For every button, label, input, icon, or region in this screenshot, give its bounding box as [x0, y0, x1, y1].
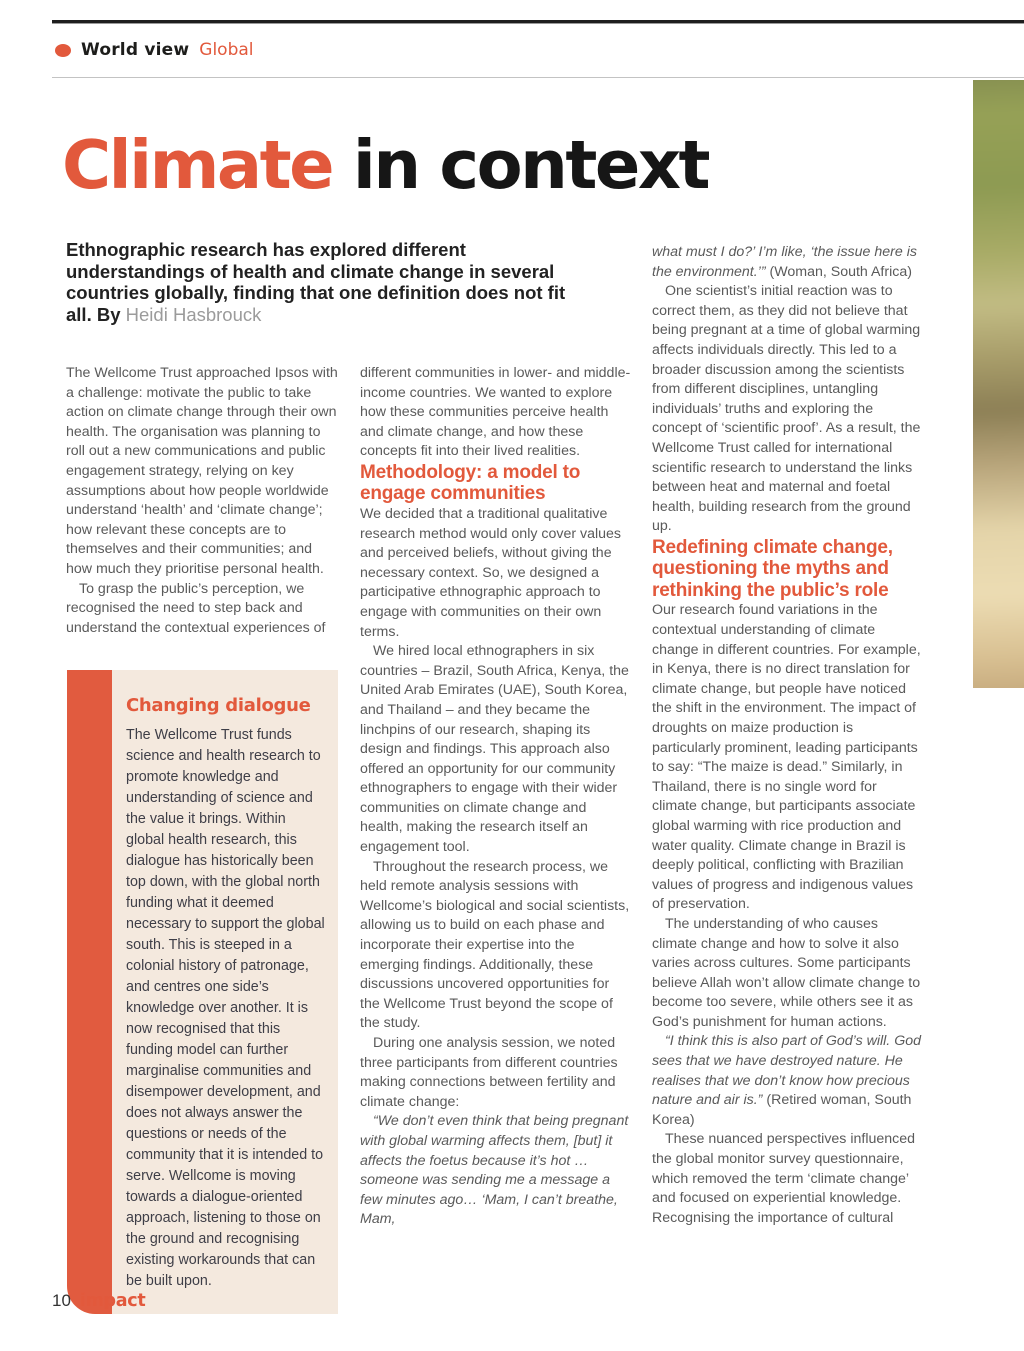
section-bullet-icon	[55, 44, 71, 57]
page-title-highlight: Climate	[62, 126, 333, 204]
section-label: World view	[81, 40, 190, 60]
paragraph: Throughout the research process, we held remote analysis sessions with Wellcome’s biological and social scientists, allowing us to build on each phase and incorporate their expertise into the emerging findings. Additionally, these discussions uncovered opportunities for the Wellcome Trust beyond the scope of the study.	[360, 858, 630, 1032]
callout-accent-bar	[67, 670, 112, 1314]
top-divider	[52, 20, 1024, 24]
participant-quote	[652, 1032, 924, 1130]
participant-quote	[652, 243, 924, 282]
paragraph: During one analysis session, we noted three participants from different countries making connections between fertility and climate change:	[360, 1035, 618, 1110]
page-title-rest: in context	[332, 126, 709, 204]
paragraph: One scientist’s initial reaction was to correct them, as they did not believe that being pregnant at a time of global warming affects individuals directly. This led to a broader discussion among the scientists from different disciplines, untangling individuals’ truths and exploring the concept of ‘scientific proof’. As a result, the Wellcome Trust called for international scientific research to understand the links between heat and maternal and foetal health, building research from the ground up.	[652, 283, 921, 535]
edge-photo-image	[973, 80, 1024, 688]
section-kicker	[55, 40, 254, 60]
topic-label: Global	[199, 40, 254, 60]
edge-photo	[973, 80, 1024, 688]
byline-label: By	[96, 303, 121, 325]
quote-attribution: (Woman, South Africa)	[765, 263, 912, 280]
quote-attribution: (Retired woman, South Korea)	[652, 1092, 912, 1128]
standfirst	[66, 239, 571, 325]
callout-title: Changing dialogue	[126, 695, 311, 716]
header-divider	[52, 77, 1024, 78]
standfirst-text: Ethnographic research has explored different understandings of health and climate change in several countries globally, finding that one definition does not fit all.	[66, 239, 566, 325]
callout-box	[67, 670, 338, 1314]
paragraph: We decided that a traditional qualitative research method would only cover values and perceived beliefs, without giving the necessary context. So, we designed a participative ethnographic approach to engage with communities on their own terms.	[360, 505, 622, 640]
paragraph: The Wellcome Trust approached Ipsos with a challenge: motivate the public to take action on climate change through their own health. The organisation was planning to roll out a new communications and public engagement strategy, relying on key assumptions about how people worldwide understand ‘health’ and ‘climate change’; how relevant these concepts are to themselves and their communities; and how much they prioritise personal health.	[66, 365, 338, 577]
quote-text: “I think this is also part of God’s will. God sees that we have destroyed nature. He realises that we don’t know how precious nature and air is.”	[652, 1033, 922, 1109]
subheading-redefining: Redefining climate change, questioning the myths and rethinking the public’s role	[652, 536, 893, 601]
paragraph: Our research found variations in the contextual understanding of climate change in different countries. For example, in Kenya, there is no direct translation for climate change, but people have noticed the shift in the environment. The impact of droughts on maize production is particularly prominent, leading participants to say: “The maize is dead.” Similarly, in Thailand, there is no single word for climate change, but participants associate global warming with rice production and water quality. Climate change in Brazil is deeply political, conflicting with Brazilian values of progress and indigenous values of preservation.	[652, 602, 921, 913]
byline-author: Heidi Hasbrouck	[125, 303, 262, 325]
page-footer	[52, 1291, 145, 1311]
paragraph: The understanding of who causes climate change and how to solve it also varies across cultures. Some participants believe Allah won’t allow climate change to become too severe, while others see it as God’s punishment for human actions.	[652, 915, 921, 1030]
subheading-methodology: Methodology: a model to engage communities	[360, 461, 581, 505]
participant-quote: “We don’t even think that being pregnant with global warming affects them, [but] it affects the foetus because it’s hot … someone was sending me a message a few minutes ago… ‘Mam, I can’t breathe, Mam,	[360, 1113, 629, 1228]
quote-text: what must I do?’ I’m like, ‘the issue here is the environment.’”	[652, 244, 917, 280]
callout-content	[112, 670, 338, 1314]
body-column-2	[360, 364, 632, 1230]
paragraph: We hired local ethnographers in six countries – Brazil, South Africa, Kenya, the United Arab Emirates (UAE), South Korea, and Thailand – and they became the linchpins of our research, shaping its design and findings. This approach also offered an opportunity for our community ethnographers to engage with their wider communities on climate change and health, making the research itself an engagement tool.	[360, 643, 629, 856]
magazine-logo: impact	[79, 1291, 146, 1311]
page-title	[62, 126, 708, 204]
paragraph: different communities in lower- and middle-income countries. We wanted to explore how these communities perceive health and climate change, and how these concepts fit into their lived realities.	[360, 365, 631, 460]
page-number: 10	[52, 1291, 71, 1310]
paragraph: These nuanced perspectives influenced the global monitor survey questionnaire, which removed the term ‘climate change’ and focused on experiential knowledge. Recognising the importance of cultural	[652, 1131, 916, 1226]
body-column-1	[66, 364, 338, 638]
body-column-3	[652, 243, 924, 1228]
callout-body: The Wellcome Trust funds science and health research to promote knowledge and understanding of science and the value it brings. Within global health research, this dialogue has historically been top down, with the global north funding what it deemed necessary to support the global south. This is steeped in a colonial history of patronage, and centres one side’s knowledge over another. It is now recognised that this funding model can further marginalise communities and disempower development, and does not always answer the questions or needs of the community that it is intended to serve. Wellcome is moving towards a dialogue-oriented approach, listening to those on the ground and recognising existing workarounds that can be built upon.	[126, 727, 325, 1289]
paragraph: To grasp the public’s perception, we recognised the need to step back and understand the contextual experiences of	[66, 580, 326, 636]
